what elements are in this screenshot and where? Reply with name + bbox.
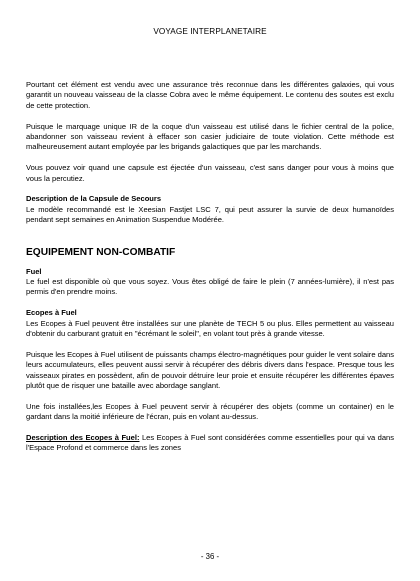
fuel-scoops-description-heading: Description des Ecopes à Fuel: [26,433,140,443]
paragraph-hull-marking: Puisque le marquage unique IR de la coque d'un vaisseau est utilisé dans le fichier central de la police, abandonner son vaisseau revient à effacer son casier judiciaire de toute violation. Cette méthode est malheureusement autant employée par les brigands galactiques que par les marchands. [26,121,394,152]
page-number: - 36 - [200,552,220,561]
fuel-scoops-intro: Les Ecopes à Fuel peuvent être installées sur une planète de TECH 5 ou plus. Elles permettent au vaisseau d'obtenir du carburant gratuit en "écrémant le soleil", en volant tout près à grande vitesse. [26,318,394,339]
running-header: VOYAGE INTERPLANETAIRE [153,27,267,36]
fuel-scoops-containers: Une fois installées,les Ecopes à Fuel peuvent servir à récupérer des objets (comme un container) en le gardant dans la moitié inférieure de l'écran, puis en volant au-dessus. [26,401,394,422]
fuel-heading: Fuel [26,266,42,276]
page-body [26,80,394,454]
fuel-scoops-magnetic: Puisque les Ecopes à Fuel utilisent de puissants champs électro-magnétiques pour guider le vent solaire dans leurs accumulateurs, elles peuvent aussi servir à récupérer des débris divers dans l'espace. Presque tous les vaisseaux pirates en possèdent, afin de pouvoir détruire leur proie et ensuite récupérer les différentes épaves plutôt que de risquer une bataille avec abordage sanglant. [26,349,394,391]
fuel-description: Le fuel est disponible où que vous soyez. Vous êtes obligé de faire le plein (7 années-lumière), il n'est pas permis d'en prendre moins. [26,277,394,297]
section-title: EQUIPEMENT NON-COMBATIF [26,246,176,258]
capsule-description: Le modèle recommandé est le Xeesian Fastjet LSC 7, qui peut assurer la survie de deux humanoïdes pendant sept semaines en Animation Suspendue Modérée. [26,204,394,225]
fuel-scoops-heading: Ecopes à Fuel [26,308,77,318]
fuel-scoops-description-text: Les Ecopes à Fuel sont considérées comme essentielles pour qui va dans l'Espace Profond et commerce dans les zones [26,433,394,453]
paragraph-insurance: Pourtant cet élément est vendu avec une assurance très reconnue dans les différentes galaxies, qui vous garantit un nouveau vaisseau de la classe Cobra avec le même équipement. Le contenu des soutes est exclu de cette protection. [26,80,394,110]
capsule-heading: Description de la Capsule de Secours [26,194,162,204]
fuel-scoops-description [26,433,394,454]
paragraph-capsule-ejection: Vous pouvez voir quand une capsule est éjectée d'un vaisseau, c'est sans danger pour vous à moins que vous la percutiez. [26,163,394,183]
